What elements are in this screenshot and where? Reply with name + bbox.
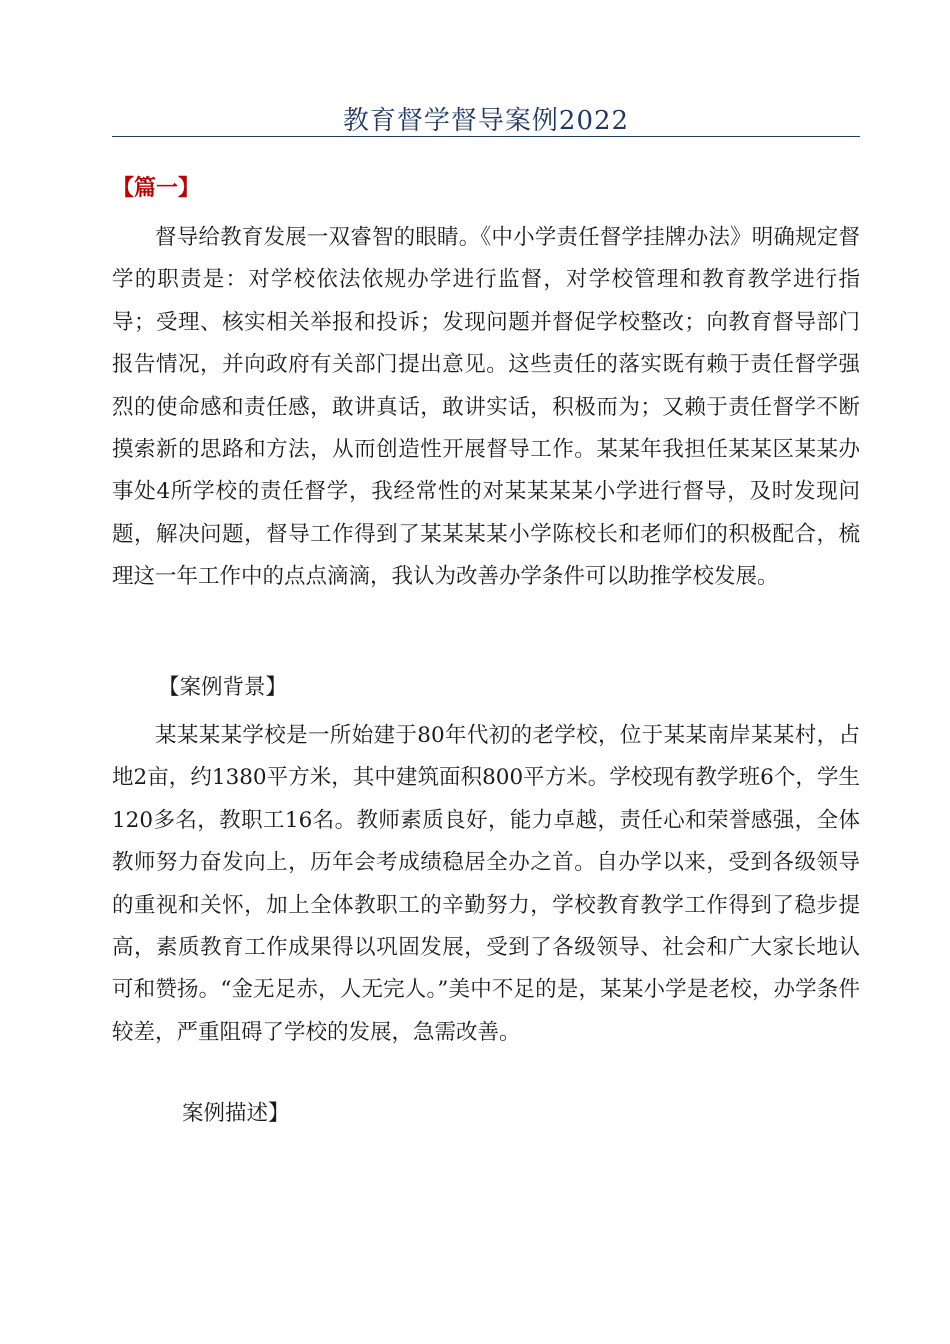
case-background-heading: 【案例背景】 [158, 675, 288, 700]
case-description-heading: 案例描述】 [182, 1101, 290, 1126]
case-background-paragraph: 某某某某学校是一所始建于80年代初的老学校，位于某某南岸某某村，占地2亩，约1380平方米，其中建筑面积800平方米。学校现有教学班6个，学生120多名，教职工16名。教师素质良好，能力卓越，责任心和荣誉感强，全体教师努力奋发向上，历年会考成绩稳居全办之首。自办学以来，受到各级领导的重视和关怀，加上全体教职工的辛勤努力，学校教育教学工作得到了稳步提高，素质教育工作成果得以巩固发展，受到了各级领导、社会和广大家长地认可和赞扬。“金无足赤，人无完人。”美中不足的是，某某小学是老校，办学条件较差，严重阻碍了学校的发展，急需改善。 [112, 723, 860, 1045]
intro-paragraph: 督导给教育发展一双睿智的眼睛。《中小学责任督学挂牌办法》明确规定督学的职责是：对学校依法依规办学进行监督，对学校管理和教育教学进行指导；受理、核实相关举报和投诉；发现问题并督促学校整改；向教育督导部门报告情况，并向政府有关部门提出意见。这些责任的落实既有赖于责任督学强烈的使命感和责任感，敢讲真话，敢讲实话，积极而为；又赖于责任督学不断摸索新的思路和方法，从而创造性开展督导工作。某某年我担任某某区某某办事处4所学校的责任督学，我经常性的对某某某某小学进行督导，及时发现问题，解决问题，督导工作得到了某某某某小学陈校长和老师们的积极配合，梳理这一年工作中的点点滴滴，我认为改善办学条件可以助推学校发展。 [112, 225, 860, 590]
title-underline [112, 136, 860, 137]
document-title: 教育督学督导案例2022 [342, 106, 630, 136]
section-heading: 【篇一】 [112, 175, 201, 201]
